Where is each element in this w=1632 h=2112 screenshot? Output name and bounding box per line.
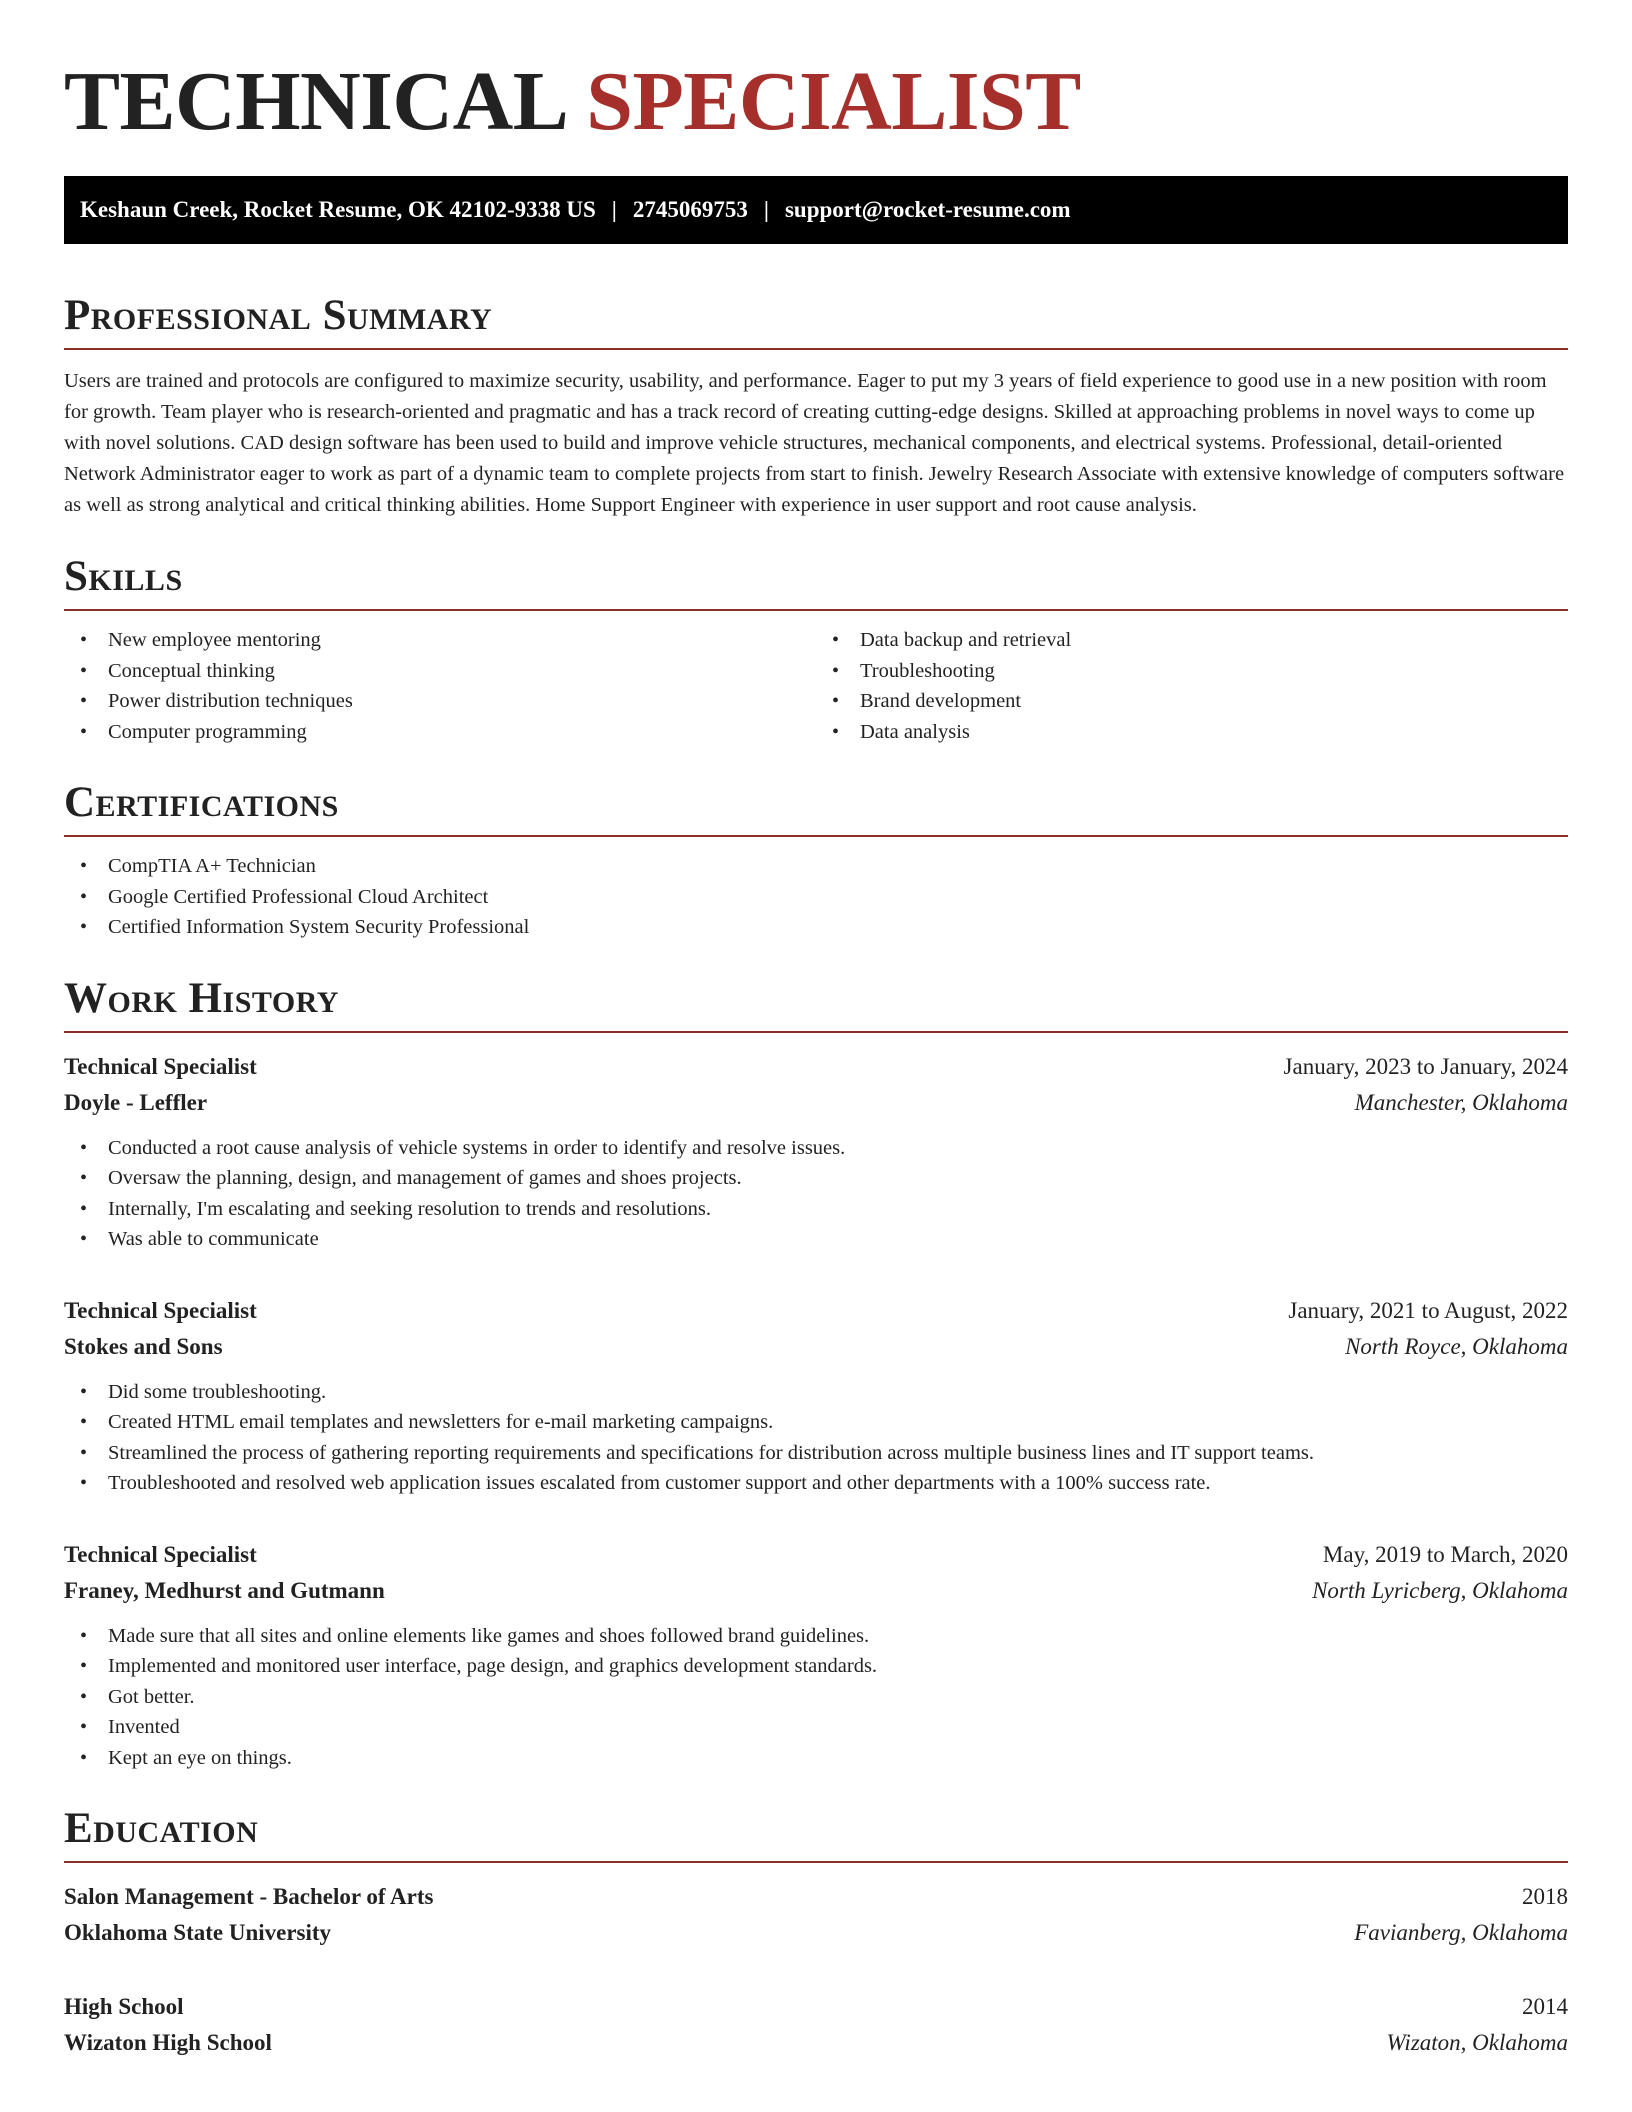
education-year: 2018 xyxy=(1522,1884,1568,1909)
job-duty: • Conducted a root cause analysis of vehicle systems in order to identify and resolve issues. xyxy=(64,1133,1568,1164)
skill-item: • Conceptual thinking xyxy=(64,656,816,687)
job-location: North Lyricberg, Oklahoma xyxy=(1312,1577,1568,1603)
contact-email[interactable]: support@rocket-resume.com xyxy=(784,197,1071,222)
job-dates: January, 2023 to January, 2024 xyxy=(1283,1053,1568,1079)
contact-separator: | xyxy=(611,197,617,222)
job-duty: • Internally, I'm escalating and seeking resolution to trends and resolutions. xyxy=(64,1194,1568,1225)
job-title-row xyxy=(64,1293,1568,1329)
certification-item: • Google Certified Professional Cloud Architect xyxy=(64,882,1568,913)
job-location: Manchester, Oklahoma xyxy=(1354,1089,1568,1115)
job-duty: • Troubleshooted and resolved web application issues escalated from customer support and other departments with a 100% success rate. xyxy=(64,1468,1568,1499)
education-location: Favianberg, Oklahoma xyxy=(1354,1920,1568,1945)
summary-heading: Professional Summary xyxy=(64,290,1568,350)
work-history-section xyxy=(64,973,1568,1774)
job-company-row xyxy=(64,1573,1568,1609)
skill-item: • Computer programming xyxy=(64,717,816,748)
job-location: North Royce, Oklahoma xyxy=(1345,1333,1568,1359)
job-title: Technical Specialist xyxy=(64,1053,257,1079)
resume-title xyxy=(64,56,1568,148)
education-degree: Salon Management - Bachelor of Arts xyxy=(64,1884,434,1909)
job-duty: • Was able to communicate xyxy=(64,1224,1568,1255)
contact-phone[interactable]: 2745069753 xyxy=(632,197,748,222)
job-title: Technical Specialist xyxy=(64,1297,257,1323)
job-company-row xyxy=(64,1085,1568,1121)
skill-item: • Troubleshooting xyxy=(816,656,1568,687)
job-duty: • Invented xyxy=(64,1712,1568,1743)
education-heading: Education xyxy=(64,1803,1568,1863)
certifications-list xyxy=(64,851,1568,943)
resume-header xyxy=(64,0,1568,148)
certifications-heading: Certifications xyxy=(64,777,1568,837)
certifications-section xyxy=(64,777,1568,943)
skill-item: • Power distribution techniques xyxy=(64,686,816,717)
skills-heading: Skills xyxy=(64,551,1568,611)
job-title-row xyxy=(64,1049,1568,1085)
skill-item: • Data backup and retrieval xyxy=(816,625,1568,656)
job-company-row xyxy=(64,1329,1568,1365)
education-entry xyxy=(64,1879,1568,1951)
job-duty: • Made sure that all sites and online elements like games and shoes followed brand guidelines. xyxy=(64,1621,1568,1652)
education-school-row xyxy=(64,1915,1568,1951)
education-school-row xyxy=(64,2025,1568,2061)
education-degree-row xyxy=(64,1989,1568,2025)
skill-item: • New employee mentoring xyxy=(64,625,816,656)
education-section xyxy=(64,1803,1568,2061)
job-company: Doyle - Leffler xyxy=(64,1089,208,1115)
skills-list-right xyxy=(816,625,1568,747)
education-year: 2014 xyxy=(1522,1994,1568,2019)
job-duty: • Oversaw the planning, design, and management of games and shoes projects. xyxy=(64,1163,1568,1194)
skills-list-left xyxy=(64,625,816,747)
job-duty: • Got better. xyxy=(64,1682,1568,1713)
job-entry xyxy=(64,1049,1568,1255)
skills-section xyxy=(64,551,1568,747)
job-duty: • Did some troubleshooting. xyxy=(64,1377,1568,1408)
skill-item: • Brand development xyxy=(816,686,1568,717)
title-first-word: TECHNICAL xyxy=(64,55,569,148)
contact-bar xyxy=(64,176,1568,244)
summary-section xyxy=(64,290,1568,521)
job-duties xyxy=(64,1377,1568,1499)
job-company: Franey, Medhurst and Gutmann xyxy=(64,1577,385,1603)
title-second-word: SPECIALIST xyxy=(586,55,1081,148)
job-duty: • Created HTML email templates and newsletters for e-mail marketing campaigns. xyxy=(64,1407,1568,1438)
certification-item: • CompTIA A+ Technician xyxy=(64,851,1568,882)
certification-item: • Certified Information System Security Professional xyxy=(64,912,1568,943)
job-dates: May, 2019 to March, 2020 xyxy=(1322,1541,1568,1567)
education-location: Wizaton, Oklahoma xyxy=(1386,2030,1568,2055)
job-duties xyxy=(64,1133,1568,1255)
job-duty: • Kept an eye on things. xyxy=(64,1743,1568,1774)
job-entry xyxy=(64,1537,1568,1774)
job-title: Technical Specialist xyxy=(64,1541,257,1567)
job-duty: • Implemented and monitored user interface, page design, and graphics development standards. xyxy=(64,1651,1568,1682)
job-duties xyxy=(64,1621,1568,1774)
job-duty: • Streamlined the process of gathering reporting requirements and specifications for distribution across multiple business lines and IT support teams. xyxy=(64,1438,1568,1469)
skill-item: • Data analysis xyxy=(816,717,1568,748)
contact-separator: | xyxy=(763,197,769,222)
contact-address: Keshaun Creek, Rocket Resume, OK 42102-9338 US xyxy=(80,197,596,222)
education-entry xyxy=(64,1989,1568,2061)
job-dates: January, 2021 to August, 2022 xyxy=(1288,1297,1568,1323)
job-company: Stokes and Sons xyxy=(64,1333,223,1359)
job-entry xyxy=(64,1293,1568,1499)
education-degree: High School xyxy=(64,1994,184,2019)
work-history-heading: Work History xyxy=(64,973,1568,1033)
skills-grid xyxy=(64,611,1568,747)
education-school: Oklahoma State University xyxy=(64,1920,332,1945)
education-degree-row xyxy=(64,1879,1568,1915)
job-title-row xyxy=(64,1537,1568,1573)
education-school: Wizaton High School xyxy=(64,2030,272,2055)
summary-text: Users are trained and protocols are configured to maximize security, usability, and performance. Eager to put my 3 years of field experience to good use in a new position with room for growth. Team player who is research-oriented and pragmatic and has a track record of creating cutting-edge designs. Skilled at approaching problems in novel ways to come up with novel solutions. CAD design software has been used to build and improve vehicle structures, mechanical components, and electrical systems. Professional, detail-oriented Network Administrator eager to work as part of a dynamic team to complete projects from start to finish. Jewelry Research Associate with extensive knowledge of computers software as well as strong analytical and critical thinking abilities. Home Support Engineer with experience in user support and root cause analysis. xyxy=(64,370,1565,516)
